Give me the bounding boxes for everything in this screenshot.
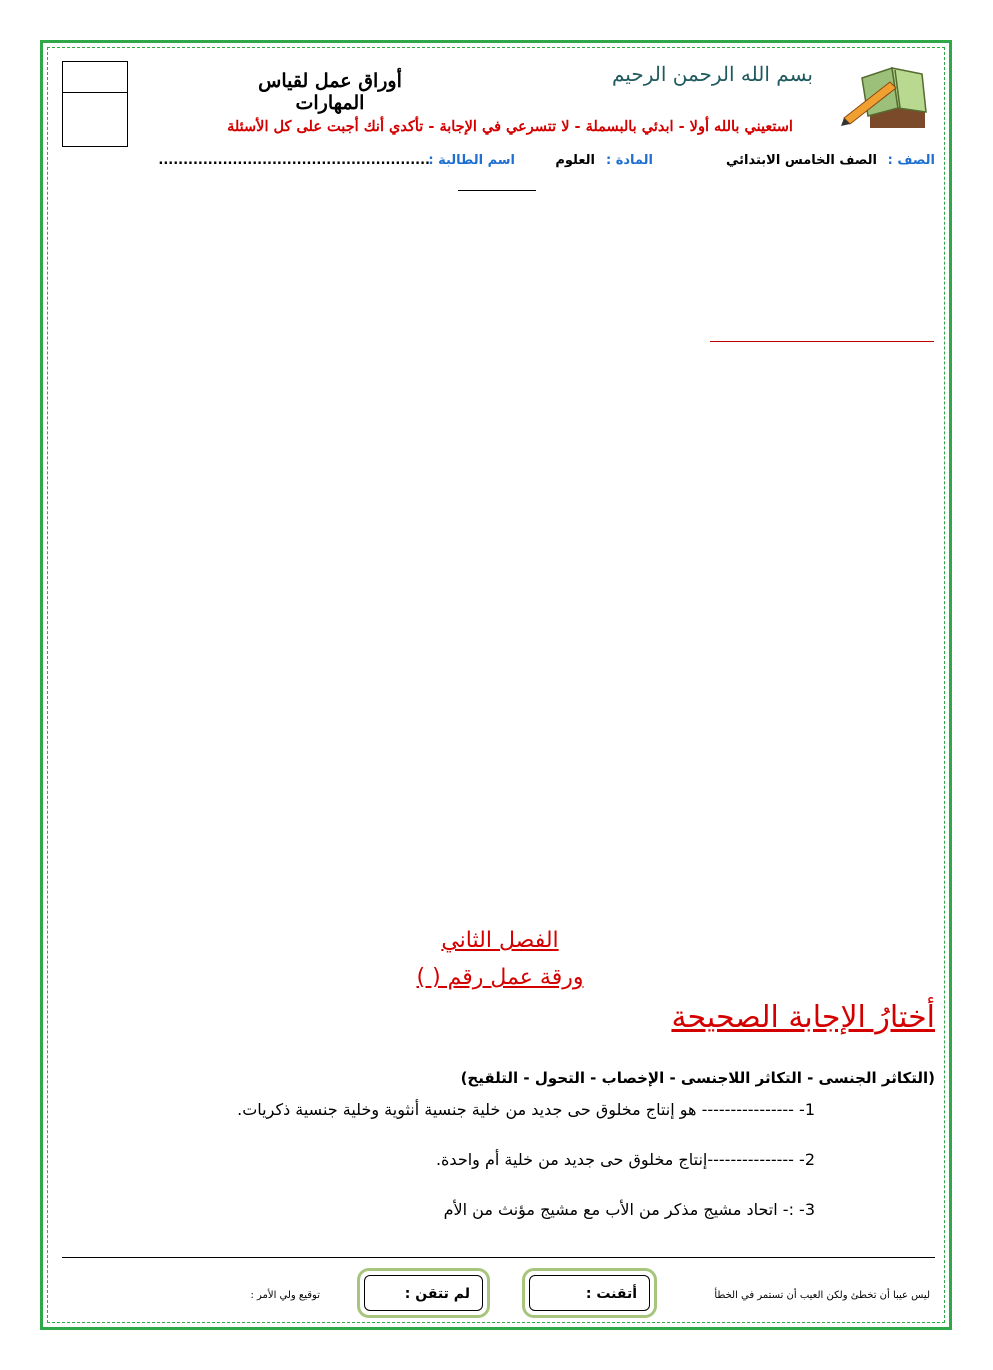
grade-label: الصف : [887, 153, 935, 168]
exercise-heading: أختارُ الإجابة الصحيحة [671, 1000, 935, 1035]
book-pencil-icon [840, 60, 930, 135]
red-underline [710, 341, 934, 342]
question-2[interactable]: 2- ---------------إنتاج مخلوق حى جديد من خلية أم واحدة. [435, 1150, 815, 1169]
question-1[interactable]: 1- ---------------- هو إنتاج مخلوق حى جديد من خلية جنسية أنثوية وخلية جنسية ذكريات. [237, 1100, 815, 1119]
chapter-title: الفصل الثاني [441, 928, 559, 953]
header-separator [458, 190, 536, 191]
student-name-label: اسم الطالبة : [428, 153, 515, 168]
instructions: استعيني بالله أولا - ابدئي بالبسملة - لا تتسرعي في الإجابة - تأكدي أنك أجبت على كل الأسئلة [227, 118, 793, 135]
grade-box-divider [63, 92, 127, 93]
not-mastered-label: لم تتقن : [364, 1275, 483, 1311]
subject-label: المادة : [605, 153, 653, 168]
worksheet-number: ورقة عمل رقم ( ) [416, 965, 584, 990]
mastered-label: أتقنت : [529, 1275, 650, 1311]
footer-divider [62, 1257, 935, 1258]
mastered-box[interactable] [522, 1268, 657, 1318]
basmala: بسم الله الرحمن الرحيم [611, 62, 813, 86]
student-name-field[interactable]: ....................................................... [158, 153, 430, 168]
question-3[interactable]: 3- :- اتحاد مشيج مذكر من الأب مع مشيج مؤنث من الأم [443, 1200, 815, 1219]
answer-options: (التكاثر الجنسى - التكاثر اللاجنسى - الإخصاب - التحول - التلقيح) [460, 1069, 935, 1087]
motto: ليس عيبا أن تخطئ ولكن العيب أن تستمر في الخطأ [714, 1290, 930, 1301]
info-row [85, 153, 935, 175]
guardian-signature-label: توقيع ولي الأمر : [250, 1290, 320, 1301]
subject-value: العلوم [555, 153, 595, 168]
grade-box [62, 61, 128, 147]
sheet-title: أوراق عمل لقياس المهارات [258, 70, 402, 114]
grade-value: الصف الخامس الابتدائي [725, 153, 877, 168]
page-border-inner [47, 47, 945, 1323]
not-mastered-box[interactable] [357, 1268, 490, 1318]
